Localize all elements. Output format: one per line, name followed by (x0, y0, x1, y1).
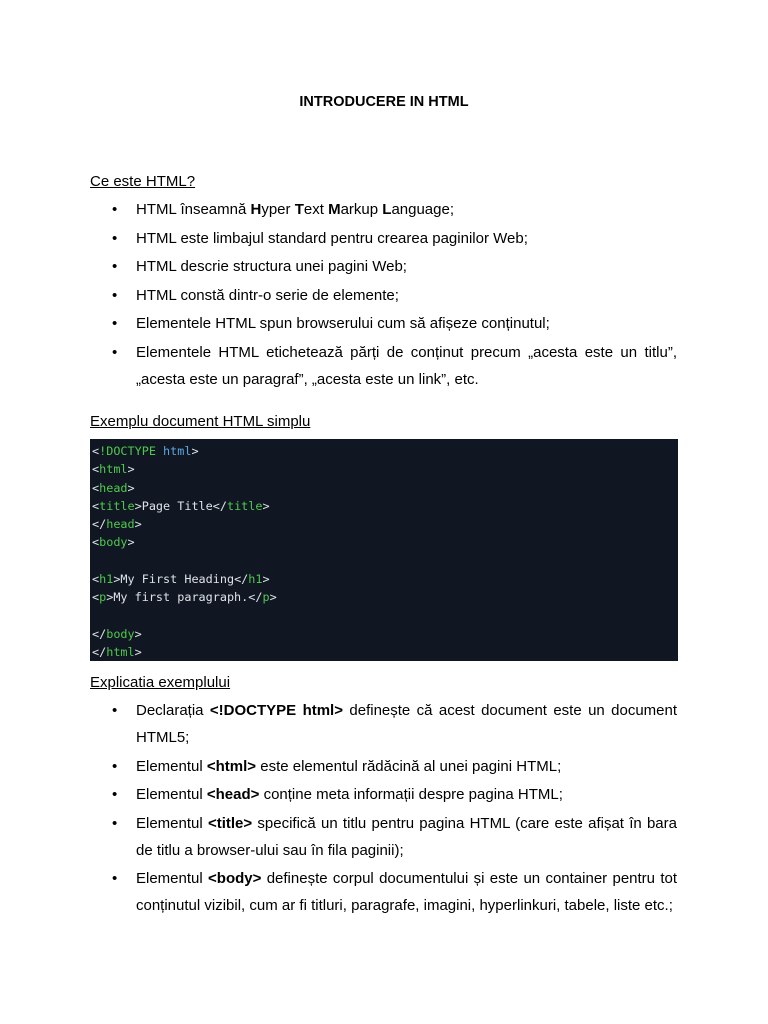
code-text: < (92, 590, 100, 605)
text: HTML descrie structura unei pagini Web; (136, 258, 407, 275)
bullet-icon: • (112, 286, 118, 304)
what-is-html-list (90, 196, 677, 394)
code-text: < (92, 498, 100, 513)
code-line (92, 588, 676, 606)
code-line (92, 607, 676, 625)
list-item (90, 253, 677, 280)
code-tag: body (106, 626, 135, 641)
section-heading-what-is-html: Ce este HTML? (90, 173, 196, 190)
code-text: > (262, 572, 270, 587)
bullet-icon: • (112, 343, 118, 361)
code-line (92, 570, 676, 588)
code-text: > (134, 645, 142, 660)
bold-text: <body> (208, 870, 262, 887)
code-text: > (127, 535, 135, 550)
text: Elementele HTML etichetează părți de conținut precum „acesta este un titlu”, „acesta este un paragraf”, „acesta este un link”, etc. (136, 343, 677, 388)
code-tag: !DOCTYPE (99, 444, 156, 458)
text: HTML constă dintr-o serie de elemente; (136, 286, 399, 304)
bold-text: T (294, 201, 304, 218)
code-line (92, 497, 676, 515)
code-tag: h1 (248, 572, 263, 587)
text: conține meta informații despre pagina HTML; (259, 786, 563, 803)
list-item (90, 865, 677, 919)
code-line (92, 643, 676, 661)
list-item (90, 282, 677, 309)
bullet-icon: • (112, 814, 118, 832)
code-tag: p (262, 590, 270, 605)
text: HTML este limbajul standard pentru crearea paginilor Web; (136, 229, 528, 247)
bullet-icon: • (112, 258, 118, 275)
list-item (90, 339, 677, 393)
code-text: > (134, 626, 142, 641)
bullet-icon: • (112, 229, 118, 247)
code-tag: head (106, 517, 135, 532)
code-keyword: html (155, 444, 192, 458)
code-text: > (127, 462, 135, 477)
list-item (90, 781, 677, 808)
code-text: > (269, 590, 277, 605)
code-text: > (127, 480, 135, 495)
code-tag: title (226, 498, 263, 513)
code-text: > (134, 517, 142, 532)
list-item (90, 697, 677, 751)
bold-text: L (382, 201, 392, 218)
bold-text: <!DOCTYPE html> (209, 702, 343, 719)
code-tag: html (99, 462, 128, 477)
bullet-icon: • (112, 201, 118, 218)
code-line (92, 515, 676, 533)
text: Elementul (136, 870, 209, 887)
code-text: </ (92, 645, 107, 660)
text: Elementele HTML spun browserului cum să afișeze conținutul; (136, 315, 550, 332)
bold-text: <head> (206, 786, 260, 803)
bold-text: <title> (207, 814, 253, 832)
text: specifică un titlu pentru pagina HTML (care este afișat în bara de titlu a browser-ului sau în fila paginii); (136, 814, 677, 859)
text: Elementul (136, 814, 208, 832)
bullet-icon: • (112, 786, 118, 803)
code-text: < (92, 572, 100, 587)
code-tag: html (106, 645, 135, 660)
bold-text: M (328, 201, 341, 218)
code-text: >Page Title</ (134, 498, 227, 513)
text: definește corpul documentului și este un container pentru tot conținutul vizibil, cum ar fi titluri, paragrafe, imagini, hyperlinkuri, tabele, liste etc.; (136, 870, 678, 914)
code-text: > (191, 444, 199, 458)
text: este elementul rădăcină al unei pagini HTML; (256, 757, 562, 775)
code-text: >My First Heading</ (113, 572, 249, 587)
code-text: </ (92, 626, 107, 641)
text: HTML înseamnă (136, 201, 251, 218)
explanation-list (90, 697, 677, 921)
text: anguage; (391, 201, 455, 218)
code-line (92, 533, 676, 551)
bullet-icon: • (112, 757, 118, 775)
bold-text: H (250, 201, 262, 218)
code-line (92, 552, 676, 570)
text: arkup (340, 201, 383, 218)
bullet-icon: • (112, 702, 118, 719)
code-example-block (90, 439, 678, 661)
code-tag: title (99, 498, 135, 513)
text: yper (261, 201, 295, 218)
code-text: >My first paragraph.</ (106, 590, 263, 605)
code-text: < (92, 535, 100, 550)
bullet-icon: • (112, 870, 118, 887)
code-tag: body (99, 535, 128, 550)
bullet-icon: • (112, 315, 118, 332)
code-tag: p (99, 590, 107, 605)
code-line (92, 460, 676, 478)
text: ext (303, 201, 329, 218)
code-line (92, 442, 676, 460)
code-text: < (92, 480, 100, 495)
bold-text: <html> (206, 757, 257, 775)
list-item (90, 753, 677, 780)
list-item (90, 310, 677, 337)
code-tag: h1 (99, 572, 114, 587)
list-item (90, 225, 677, 252)
code-text: > (262, 498, 270, 513)
section-heading-explanation: Explicatia exemplului (90, 674, 231, 691)
code-text: </ (92, 517, 107, 532)
text: Elementul (136, 757, 207, 775)
code-line (92, 479, 676, 497)
text: Elementul (136, 786, 207, 803)
text: Declarația (136, 702, 210, 719)
list-item (90, 810, 677, 864)
code-text: < (92, 462, 100, 477)
list-item (90, 196, 677, 223)
text: definește că acest document este un document HTML5; (136, 702, 678, 746)
code-text: < (92, 444, 100, 458)
code-tag: head (99, 480, 128, 495)
code-line (92, 625, 676, 643)
section-heading-example: Exemplu document HTML simplu (90, 413, 311, 430)
page-title: INTRODUCERE IN HTML (299, 94, 469, 110)
